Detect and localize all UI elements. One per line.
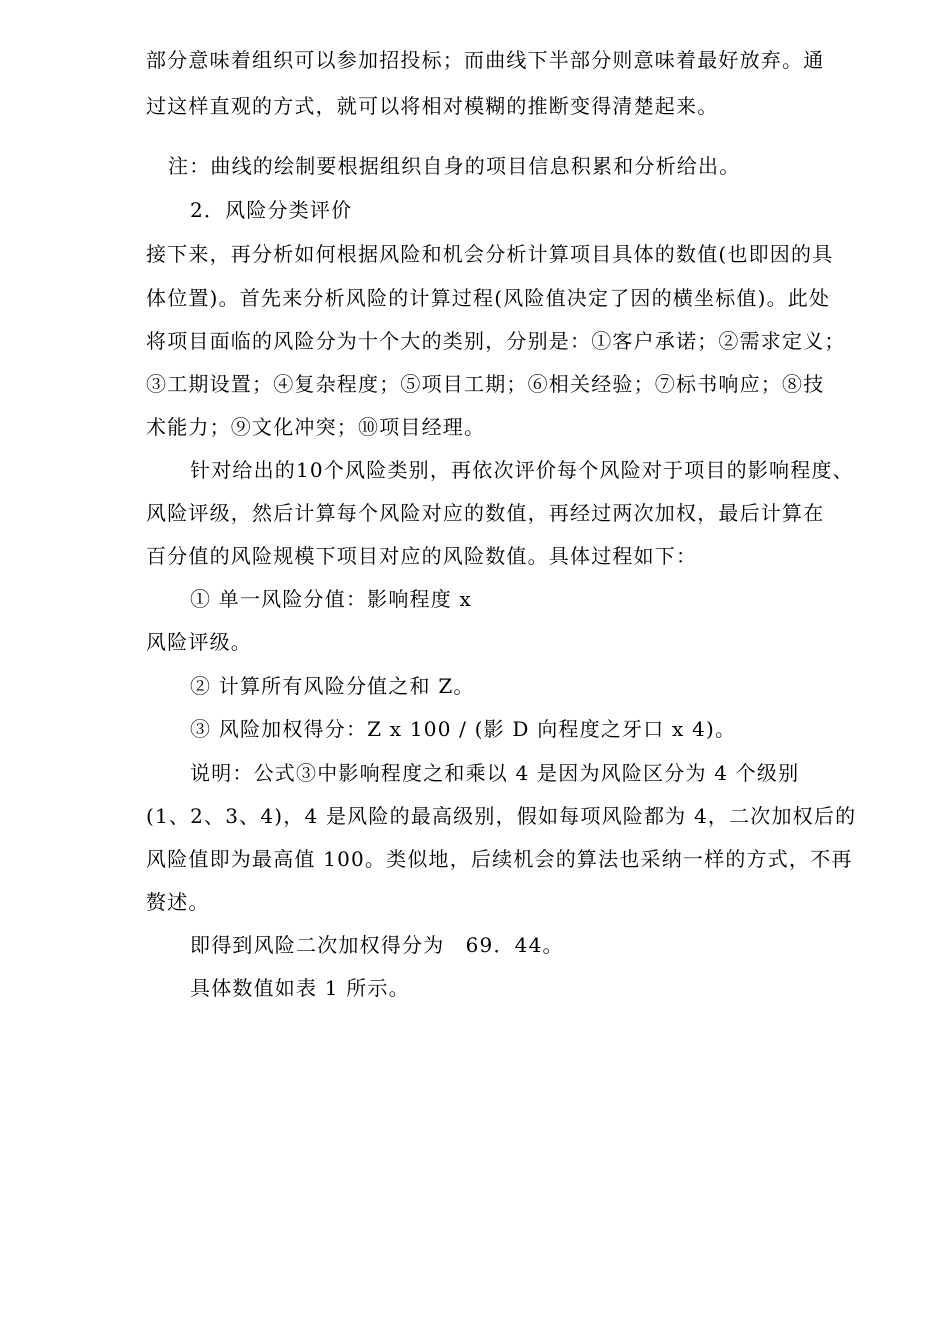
table-reference-line: 具体数值如表 1 所示。 — [190, 976, 410, 1000]
explanation-line-1: 说明：公式③中影响程度之和乘以 4 是因为风险区分为 4 个级别 — [190, 761, 800, 785]
paragraph-line-2: 过这样直观的方式，就可以将相对模糊的推断变得清楚起来。 — [146, 94, 719, 118]
paragraph-line-5: 将项目面临的风险分为十个大的类别，分别是：①客户承诺；②需求定义； — [146, 329, 846, 353]
paragraph-line-3: 接下来，再分析如何根据风险和机会分析计算项目具体的数值(也即因的具 — [146, 242, 834, 266]
paragraph-line-4: 体位置)。首先来分析风险的计算过程(风险值决定了因的横坐标值)。此处 — [146, 286, 831, 310]
explanation-line-4: 赘述。 — [146, 890, 210, 914]
result-line: 即得到风险二次加权得分为 69．44。 — [190, 933, 564, 957]
formula-step-2: ② 计算所有风险分值之和 Z。 — [190, 674, 475, 698]
explanation-line-3: 风险值即为最高值 100。类似地，后续机会的算法也采纳一样的方式，不再 — [146, 847, 853, 871]
paragraph-line-9: 风险评级，然后计算每个风险对应的数值，再经过两次加权，最后计算在 — [146, 501, 825, 525]
paragraph-line-7: 术能力；⑨文化冲突；⑩项目经理。 — [146, 415, 486, 439]
paragraph-line-6: ③工期设置；④复杂程度；⑤项目工期；⑥相关经验；⑦标书响应；⑧技 — [146, 372, 825, 396]
formula-step-1: ① 单一风险分值：影响程度 x — [190, 587, 472, 611]
formula-step-3: ③ 风险加权得分：Z x 100 / (影 D 向程度之牙口 x 4)。 — [190, 717, 737, 741]
note-line: 注：曲线的绘制要根据组织自身的项目信息积累和分析给出。 — [168, 154, 741, 178]
paragraph-line-1: 部分意味着组织可以参加招投标；而曲线下半部分则意味着最好放弃。通 — [146, 48, 825, 72]
explanation-line-2: (1、2、3、4)，4 是风险的最高级别，假如每项风险都为 4，二次加权后的 — [146, 804, 857, 828]
section-heading: 2．风险分类评价 — [190, 198, 353, 222]
paragraph-line-10: 百分值的风险规模下项目对应的风险数值。具体过程如下： — [146, 544, 698, 568]
formula-step-1-cont: 风险评级。 — [146, 630, 252, 654]
paragraph-line-8: 针对给出的10个风险类别，再依次评价每个风险对于项目的影响程度、 — [190, 458, 854, 482]
